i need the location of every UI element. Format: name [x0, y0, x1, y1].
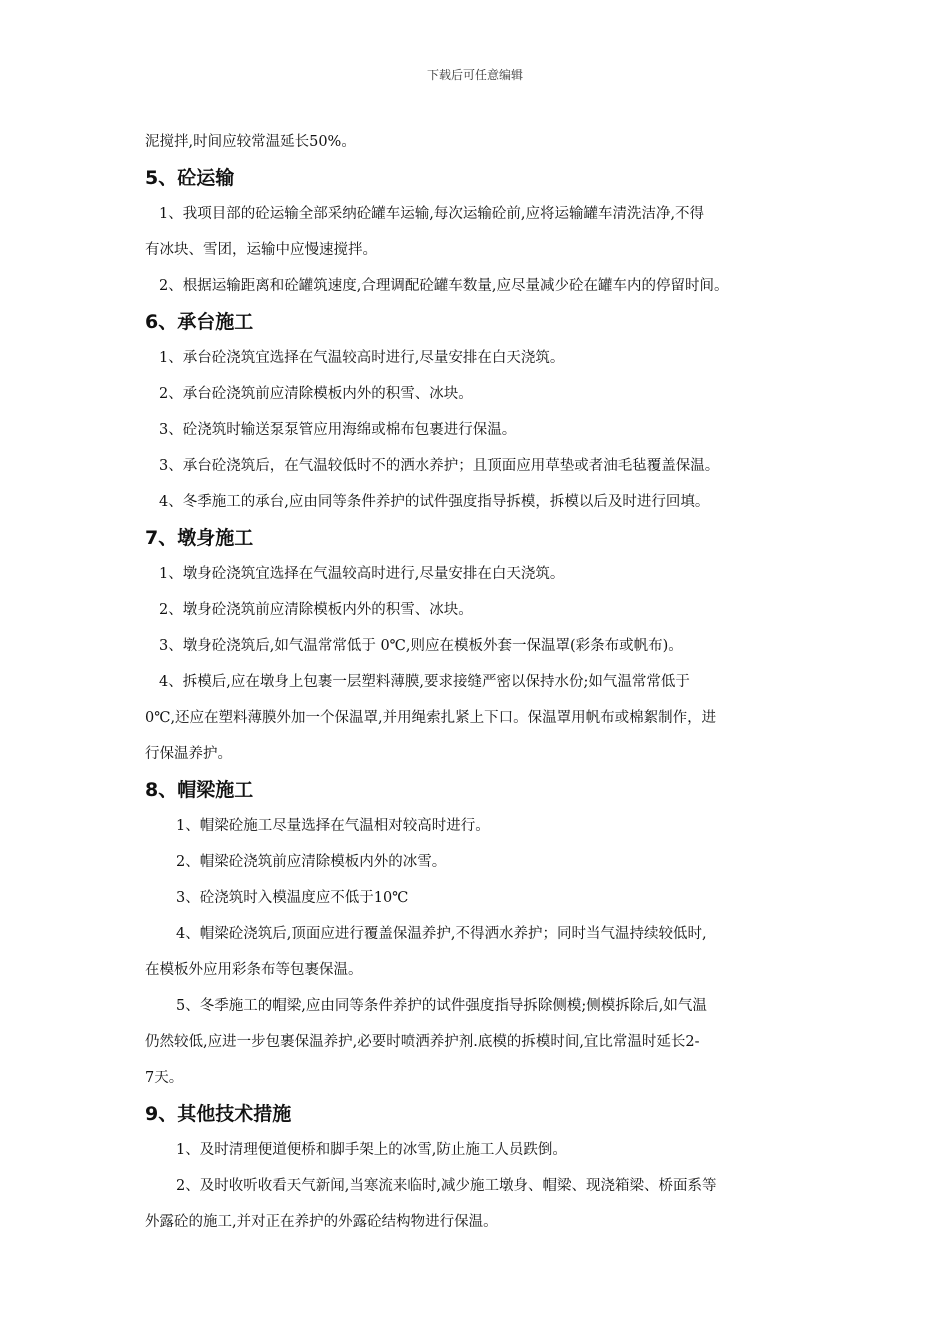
paragraph-line: 2、墩身砼浇筑前应清除模板内外的积雪、冰块。 [159, 602, 473, 618]
paragraph-line: 1、及时清理便道便桥和脚手架上的冰雪,防止施工人员跌倒。 [176, 1142, 567, 1158]
paragraph-line: 1、帽梁砼施工尽量选择在气温相对较高时进行。 [176, 818, 490, 834]
paragraph-line: 4、冬季施工的承台,应由同等条件养护的试件强度指导拆模，拆模以后及时进行回填。 [159, 494, 710, 510]
paragraph-line: 3、砼浇筑时入模温度应不低于10℃ [176, 890, 409, 906]
paragraph-line: 2、帽梁砼浇筑前应清除模板内外的冰雪。 [176, 854, 447, 870]
paragraph-line: 7天。 [145, 1070, 184, 1086]
paragraph-line: 4、拆模后,应在墩身上包裹一层塑料薄膜,要求接缝严密以保持水份;如气温常常低于 [159, 674, 690, 690]
paragraph-line: 4、帽梁砼浇筑后,顶面应进行覆盖保温养护,不得洒水养护；同时当气温持续较低时, [176, 926, 707, 942]
paragraph-line: 1、承台砼浇筑宜选择在气温较高时进行,尽量安排在白天浇筑。 [159, 350, 565, 366]
paragraph-line: 2、根据运输距离和砼罐筑速度,合理调配砼罐车数量,应尽量减少砼在罐车内的停留时间。 [159, 278, 729, 294]
section-heading-5: 5、砼运输 [145, 167, 235, 189]
section-heading-7: 7、墩身施工 [145, 527, 254, 549]
paragraph-line: 有冰块、雪团，运输中应慢速搅拌。 [145, 242, 377, 258]
paragraph-line: 5、冬季施工的帽梁,应由同等条件养护的试件强度指导拆除侧模;侧模拆除后,如气温 [176, 998, 707, 1014]
paragraph-line: 3、承台砼浇筑后，在气温较低时不的洒水养护；且顶面应用草垫或者油毛毡覆盖保温。 [159, 458, 720, 474]
section-heading-9: 9、其他技术措施 [145, 1103, 292, 1125]
paragraph-line: 3、墩身砼浇筑后,如气温常常低于 0℃,则应在模板外套一保温罩(彩条布或帆布)。 [159, 638, 683, 654]
paragraph-line: 1、墩身砼浇筑宜选择在气温较高时进行,尽量安排在白天浇筑。 [159, 566, 565, 582]
paragraph-line: 在模板外应用彩条布等包裹保温。 [145, 962, 363, 978]
paragraph-line: 2、承台砼浇筑前应清除模板内外的积雪、冰块。 [159, 386, 473, 402]
section-heading-8: 8、帽梁施工 [145, 779, 254, 801]
paragraph-line: 0℃,还应在塑料薄膜外加一个保温罩,并用绳索扎紧上下口。保温罩用帆布或棉絮制作，进 [145, 710, 717, 726]
paragraph-line: 1、我项目部的砼运输全部采纳砼罐车运输,每次运输砼前,应将运输罐车清洗洁净,不得 [159, 206, 705, 222]
intro-paragraph: 泥搅拌,时间应较常温延长50%。 [145, 134, 356, 150]
document-body [145, 124, 810, 1240]
paragraph-line: 仍然较低,应进一步包裹保温养护,必要时喷洒养护剂.底模的拆模时间,宜比常温时延长2- [145, 1034, 700, 1050]
paragraph-line: 3、砼浇筑时输送泵泵管应用海绵或棉布包裹进行保温。 [159, 422, 517, 438]
paragraph-line: 2、及时收听收看天气新闻,当寒流来临时,减少施工墩身、帽梁、现浇箱梁、桥面系等 [176, 1178, 717, 1194]
page-header: 下载后可任意编辑 [426, 68, 523, 82]
paragraph-line: 行保温养护。 [145, 746, 232, 762]
paragraph-line: 外露砼的施工,并对正在养护的外露砼结构物进行保温。 [145, 1214, 498, 1230]
section-heading-6: 6、承台施工 [145, 311, 254, 333]
